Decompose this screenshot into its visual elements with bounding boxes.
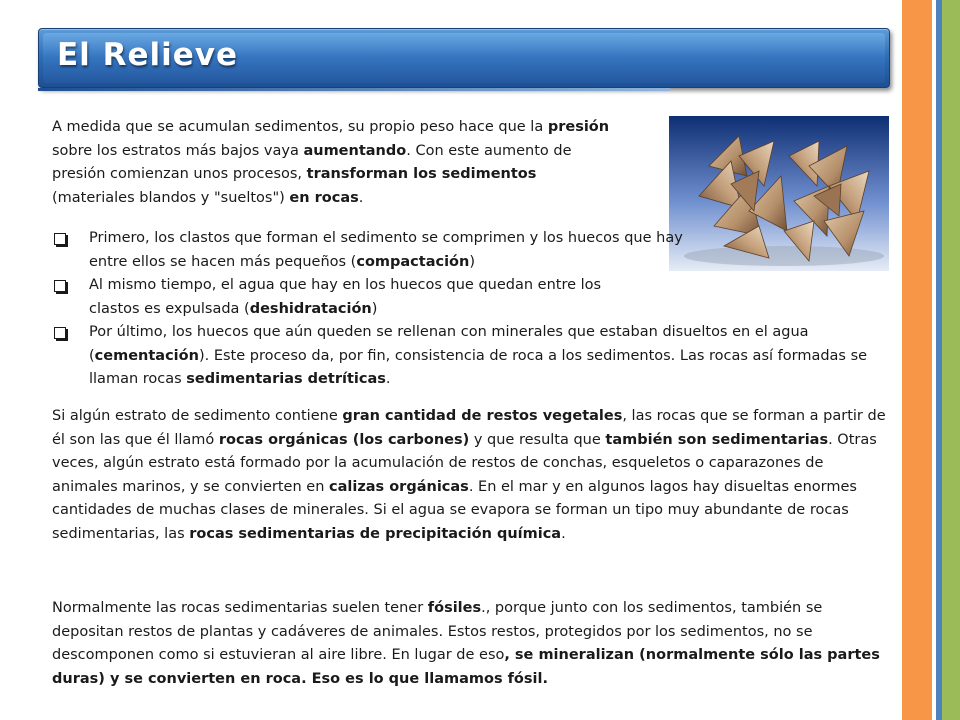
bold-text-run: gran cantidad de restos vegetales	[342, 408, 623, 424]
checkbox-bullet-icon	[54, 233, 66, 245]
text-run: y que resulta que	[469, 431, 606, 448]
bold-text-run: también son sedimentarias	[605, 431, 829, 448]
bold-text-run: fósiles	[427, 600, 482, 616]
text-run: Por último, los huecos que aún queden se rellenan con minerales que estaban disueltos en el agua (	[89, 324, 809, 364]
text-run: Si algún estrato de sedimento contiene	[52, 408, 343, 424]
bold-text-run: cementación	[94, 347, 199, 364]
bullet-compactacion	[52, 227, 892, 274]
fossils-paragraph	[52, 597, 892, 691]
bold-text-run: deshidratación	[249, 300, 372, 317]
text-run: ). Este proceso da, por fin, consistencia de roca a los sedimentos. Las rocas así formadas se llaman rocas	[89, 347, 868, 387]
bullet-text	[89, 321, 892, 392]
text-run: )	[469, 253, 476, 270]
text-run: )	[371, 300, 378, 317]
text-run: Primero, los clastos que forman el sedimento se comprimen y los huecos que hay entre ellos se hacen más pequeños (	[89, 230, 683, 270]
bold-text-run: rocas sedimentarias de precipitación química	[189, 525, 562, 542]
decorative-stripe-green	[942, 0, 960, 720]
bold-text-run: rocas orgánicas (los carbones)	[218, 431, 470, 448]
slide-title: El Relieve	[57, 37, 238, 73]
text-run: . Con este aumento de presión comienzan unos procesos,	[52, 142, 572, 182]
organic-rocks-paragraph	[52, 405, 892, 546]
text-run: .	[385, 371, 391, 387]
decorative-stripe-orange	[902, 0, 932, 720]
text-run: (materiales blandos y "sueltos")	[52, 189, 290, 206]
bold-text-run: compactación	[356, 253, 470, 270]
checkbox-bullet-icon	[54, 327, 66, 339]
text-run: . En el mar y en algunos lagos hay disueltas enormes cantidades de muchas clases de minerales. Si el agua se evapora se forman un tipo muy abundante de rocas sedimentarias, las	[52, 478, 857, 542]
bold-text-run: presión	[547, 119, 610, 135]
text-run: sobre los estratos más bajos vaya	[52, 142, 304, 159]
bold-text-run: transforman los sedimentos	[306, 166, 537, 182]
text-run: .	[358, 189, 364, 206]
bold-text-run: , se mineralizan (normalmente sólo las partes duras) y se convierten en roca. Eso es lo que llamamos fósil.	[52, 647, 880, 687]
text-run: . Otras veces, algún estrato está formado por la acumulación de restos de conchas, esqueletos o caparazones de animales marinos, y se convierten en	[52, 431, 877, 495]
process-bullet-list	[52, 227, 892, 392]
bold-text-run: aumentando	[303, 142, 407, 159]
text-run: .	[561, 525, 566, 542]
text-run: Normalmente las rocas sedimentarias suelen tener	[52, 600, 428, 616]
bullet-text	[89, 227, 709, 274]
bullet-deshidratacion	[52, 274, 892, 321]
bullet-text	[89, 274, 649, 321]
checkbox-bullet-icon	[54, 280, 66, 292]
text-run: , las rocas que se forman a partir de él son las que él llamó	[52, 408, 886, 448]
bullet-cementacion	[52, 321, 892, 392]
bold-text-run: sedimentarias detríticas	[186, 371, 386, 387]
text-run: A medida que se acumulan sedimentos, su propio peso hace que la	[52, 119, 548, 135]
title-underline	[38, 88, 670, 91]
text-run: Al mismo tiempo, el agua que hay en los huecos que quedan entre los clastos es expulsada (	[89, 277, 602, 317]
title-banner	[38, 28, 890, 88]
text-run: ., porque junto con los sedimentos, también se depositan restos de plantas y cadáveres de animales. Estos restos, protegidos por los sedimentos, no se descomponen como si estuvieran al aire libre. En lugar de eso	[52, 600, 823, 663]
intro-paragraph	[52, 116, 612, 210]
bold-text-run: en rocas	[289, 189, 359, 206]
bold-text-run: calizas orgánicas	[329, 478, 469, 495]
